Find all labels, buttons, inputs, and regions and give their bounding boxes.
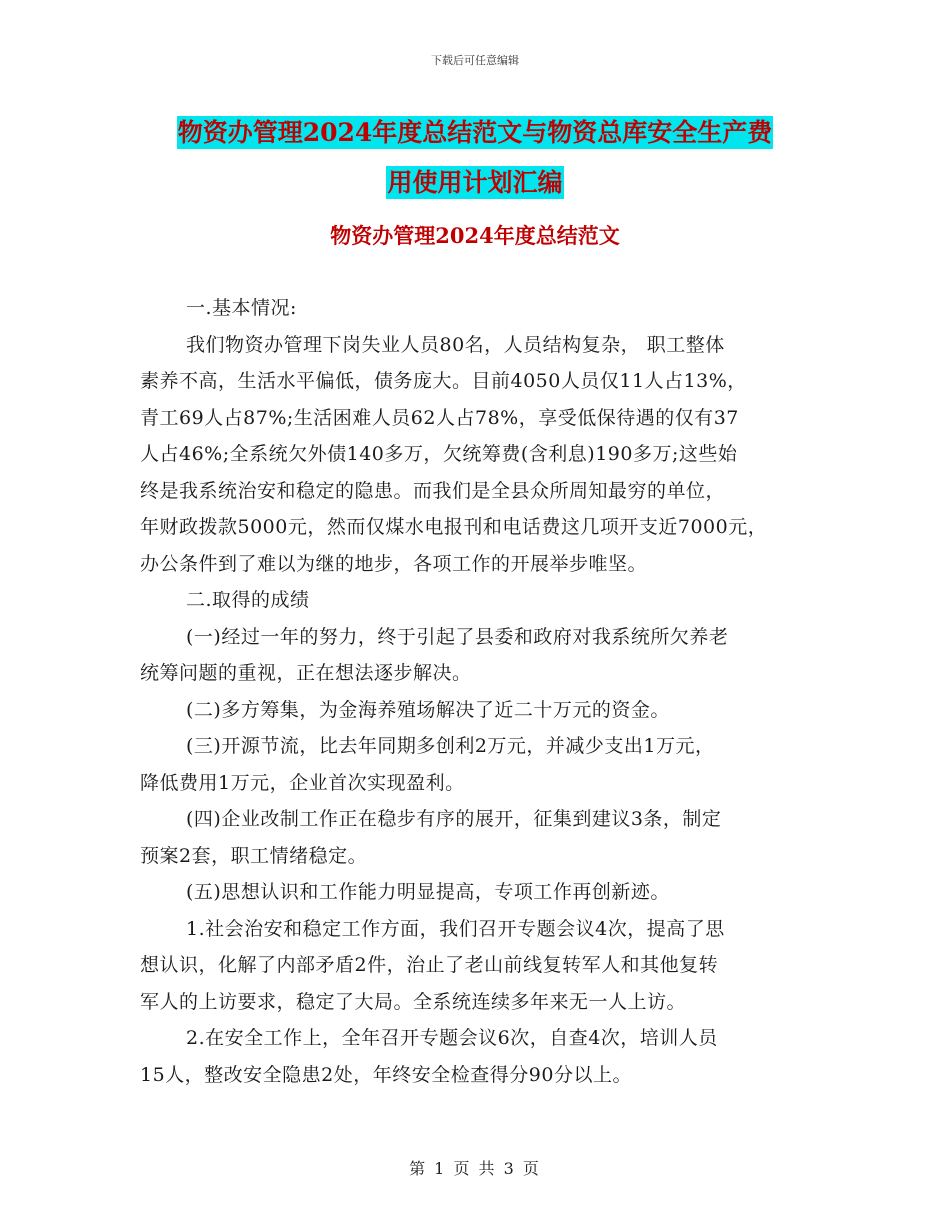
text-line: (四)企业改制工作正在稳步有序的展开，征集到建议3条，制定 — [186, 808, 722, 830]
text-line: 办公条件到了难以为继的地步，各项工作的开展举步唯坚。 — [140, 552, 648, 575]
text-line: 人占46%;全系统欠外债140多万，欠统筹费(含利息)190多万;这些始 — [140, 443, 738, 465]
text-line: (三)开源节流，比去年同期多创利2万元，并减少支出1万元， — [186, 735, 715, 757]
header-note: 下载后可任意编辑 — [431, 54, 519, 67]
text-line: 统筹问题的重视，正在想法逐步解决。 — [140, 662, 472, 684]
text-line: 15人，整改安全隐患2处，年终安全检查得分90分以上。 — [140, 1063, 632, 1086]
text-line: 降低费用1万元，企业首次实现盈利。 — [140, 771, 465, 794]
text-line: 1.社会治安和稳定工作方面，我们召开专题会议4次，提高了思 — [186, 917, 725, 940]
text-line: 军人的上访要求，稳定了大局。全系统连续多年来无一人上访。 — [140, 990, 687, 1013]
text-line: 年财政拨款5000元，然而仅煤水电报刊和电话费这几项开支近7000元， — [140, 516, 768, 538]
text-line: (一)经过一年的努力，终于引起了县委和政府对我系统所欠养老 — [186, 625, 729, 648]
text-line: 2.在安全工作上，全年召开专题会议6次，自查4次，培训人员 — [186, 1027, 718, 1049]
text-line: 青工69人占87%;生活困难人员62人占78%，享受低保待遇的仅有37 — [140, 406, 739, 429]
text-line: 终是我系统治安和稳定的隐患。而我们是全县众所周知最穷的单位， — [140, 479, 726, 502]
page-footer: 第 1 页 共 3 页 — [409, 1159, 541, 1178]
document-title-line2: 用使用计划汇编 — [387, 168, 563, 197]
document-title-line1: 物资办管理2024年度总结范文与物资总库安全生产费 — [177, 118, 773, 147]
body-text — [140, 290, 830, 1093]
document-title — [0, 108, 950, 208]
text-line: (五)思想认识和工作能力明显提高，专项工作再创新迹。 — [186, 881, 670, 903]
text-line: 素养不高，生活水平偏低，债务庞大。目前4050人员仅11人占13%， — [140, 370, 747, 392]
text-line: 一.基本情况: — [186, 297, 297, 319]
text-line: 预案2套，职工情绪稳定。 — [140, 844, 368, 867]
text-line: 想认识，化解了内部矛盾2件，治止了老山前线复转军人和其他复转 — [140, 954, 719, 976]
text-line: 二.取得的成绩 — [186, 589, 310, 611]
section-title: 物资办管理2024年度总结范文 — [330, 223, 620, 248]
text-line: (二)多方筹集，为金海养殖场解决了近二十万元的资金。 — [186, 698, 670, 721]
text-line: 我们物资办管理下岗失业人员80名，人员结构复杂， 职工整体 — [186, 333, 725, 356]
